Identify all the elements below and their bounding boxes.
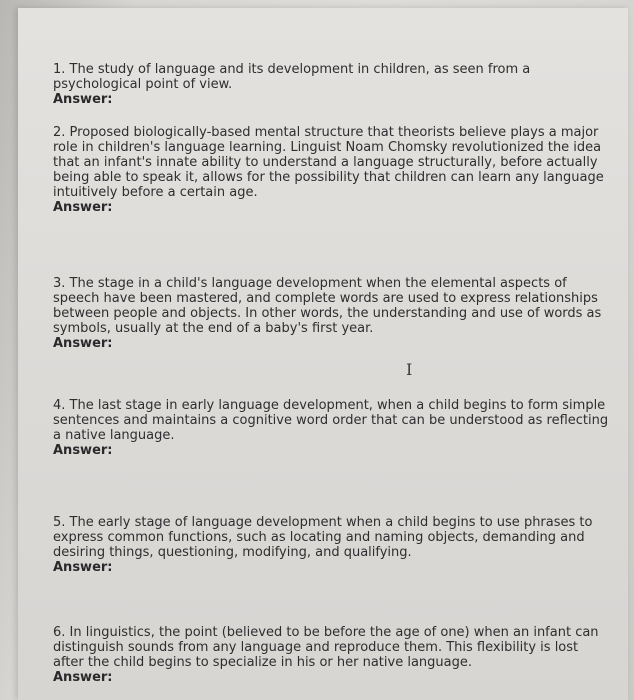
question-text: 6. In linguistics, the point (believed to be before the age of one) when an infant can distinguish sounds from any language and reproduce them. This flexibility is lost after the child begins to specialize in his or her native language. bbox=[53, 625, 599, 670]
question-3 bbox=[53, 276, 613, 351]
answer-label[interactable]: Answer: bbox=[53, 336, 113, 351]
question-text: 2. Proposed biologically-based mental structure that theorists believe plays a major role in children's language learning. Linguist Noam Chomsky revolutionized the idea that an infant's innate ability to understand a language structurally, before actually being able to speak it, allows for the possibility that children can learn any language intuitively before a certain age. bbox=[53, 125, 604, 200]
question-text: 5. The early stage of language development when a child begins to use phrases to express common functions, such as locating and naming objects, demanding and desiring things, questioning, modifying, and qualifying. bbox=[53, 515, 593, 560]
answer-label[interactable]: Answer: bbox=[53, 670, 113, 685]
answer-label[interactable]: Answer: bbox=[53, 443, 113, 458]
text-cursor-icon: I bbox=[406, 360, 413, 379]
answer-label[interactable]: Answer: bbox=[53, 200, 113, 215]
document-page bbox=[18, 8, 628, 700]
question-4 bbox=[53, 398, 613, 458]
question-6 bbox=[53, 625, 613, 685]
question-5 bbox=[53, 515, 613, 575]
question-2 bbox=[53, 125, 613, 215]
question-text: 3. The stage in a child's language development when the elemental aspects of speech have been mastered, and complete words are used to express relationships between people and objects. In other words, the understanding and use of words as symbols, usually at the end of a baby's first year. bbox=[53, 276, 602, 336]
question-text: 1. The study of language and its development in children, as seen from a psychological point of view. bbox=[53, 62, 531, 92]
question-text: 4. The last stage in early language development, when a child begins to form simple sentences and maintains a cognitive word order that can be understood as reflecting a native language. bbox=[53, 398, 609, 443]
answer-label[interactable]: Answer: bbox=[53, 560, 113, 575]
answer-label[interactable]: Answer: bbox=[53, 92, 113, 107]
question-1 bbox=[53, 62, 613, 107]
